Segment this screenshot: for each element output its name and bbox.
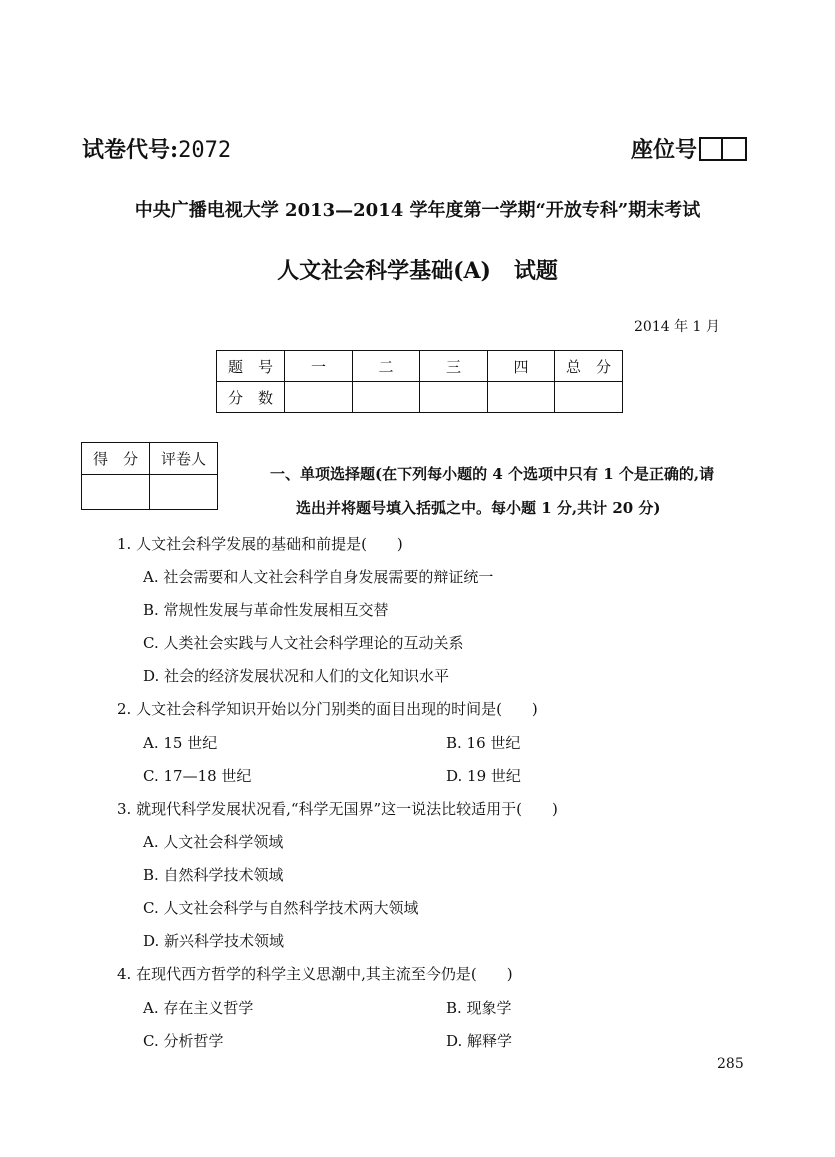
question-option: A. 15 世纪	[143, 734, 218, 752]
exam-date: 2014 年 1 月	[634, 319, 720, 335]
question-stem: 4. 在现代西方哲学的科学主义思潮中,其主流至今仍是( )	[117, 965, 513, 983]
score-cell-blank[interactable]	[488, 382, 555, 413]
score-table-cell: 三	[420, 351, 488, 382]
question-option: C. 17—18 世纪	[143, 767, 252, 785]
question-option: A. 社会需要和人文社会科学自身发展需要的辩证统一	[143, 568, 494, 586]
exam-subtitle: 中央广播电视大学 2013—2014 学年度第一学期“开放专科”期末考试	[134, 200, 701, 221]
grader-table	[81, 442, 218, 510]
question-option: B. 16 世纪	[446, 734, 521, 752]
question-option: B. 自然科学技术领域	[143, 866, 284, 884]
section-heading: 一、单项选择题(在下列每小题的 4 个选项中只有 1 个是正确的,请	[270, 465, 715, 483]
score-cell-blank[interactable]	[555, 382, 623, 413]
question-option: A. 人文社会科学领域	[143, 833, 284, 851]
score-table-cell: 一	[285, 351, 353, 382]
question-option: C. 人文社会科学与自然科学技术两大领域	[143, 899, 419, 917]
seat-number	[631, 133, 747, 164]
page-number: 285	[717, 1056, 744, 1072]
question-option: C. 人类社会实践与人文社会科学理论的互动关系	[143, 634, 464, 652]
score-table-cell: 二	[353, 351, 420, 382]
section-heading-cont: 选出并将题号填入括弧之中。每小题 1 分,共计 20 分)	[296, 499, 661, 517]
question-option: D. 社会的经济发展状况和人们的文化知识水平	[143, 667, 450, 685]
seat-box	[699, 137, 723, 161]
question-option: B. 现象学	[446, 999, 512, 1017]
question-option: D. 新兴科学技术领域	[143, 932, 285, 950]
grader-table-cell: 评卷人	[150, 443, 218, 475]
score-table-header-row	[217, 351, 623, 382]
seat-number-boxes	[699, 137, 747, 161]
grader-cell-blank[interactable]	[82, 475, 150, 510]
score-table-cell: 分 数	[217, 382, 285, 413]
question-stem: 2. 人文社会科学知识开始以分门别类的面目出现的时间是( )	[117, 700, 538, 718]
question-stem: 1. 人文社会科学发展的基础和前提是( )	[117, 535, 403, 553]
score-table-cell: 四	[488, 351, 555, 382]
score-table-cell: 题 号	[217, 351, 285, 382]
score-table	[216, 350, 623, 413]
seat-box	[723, 137, 747, 161]
question-stem: 3. 就现代科学发展状况看,“科学无国界”这一说法比较适用于( )	[117, 800, 558, 818]
exam-code	[82, 133, 231, 164]
seat-number-label: 座位号	[631, 137, 698, 163]
score-cell-blank[interactable]	[285, 382, 353, 413]
grader-table-header-row	[82, 443, 218, 475]
grader-table-blank-row	[82, 475, 218, 510]
question-option: A. 存在主义哲学	[143, 999, 254, 1017]
score-cell-blank[interactable]	[353, 382, 420, 413]
question-option: C. 分析哲学	[143, 1032, 224, 1050]
question-option: B. 常规性发展与革命性发展相互交替	[143, 601, 389, 619]
exam-title: 人文社会科学基础(A) 试题	[277, 258, 558, 284]
exam-code-number: 2072	[178, 138, 232, 163]
grader-table-cell: 得 分	[82, 443, 150, 475]
question-option: D. 解释学	[446, 1032, 513, 1050]
exam-code-label: 试卷代号:	[82, 137, 179, 163]
score-table-cell: 总 分	[555, 351, 623, 382]
score-cell-blank[interactable]	[420, 382, 488, 413]
score-table-score-row	[217, 382, 623, 413]
grader-cell-blank[interactable]	[150, 475, 218, 510]
question-option: D. 19 世纪	[446, 767, 521, 785]
